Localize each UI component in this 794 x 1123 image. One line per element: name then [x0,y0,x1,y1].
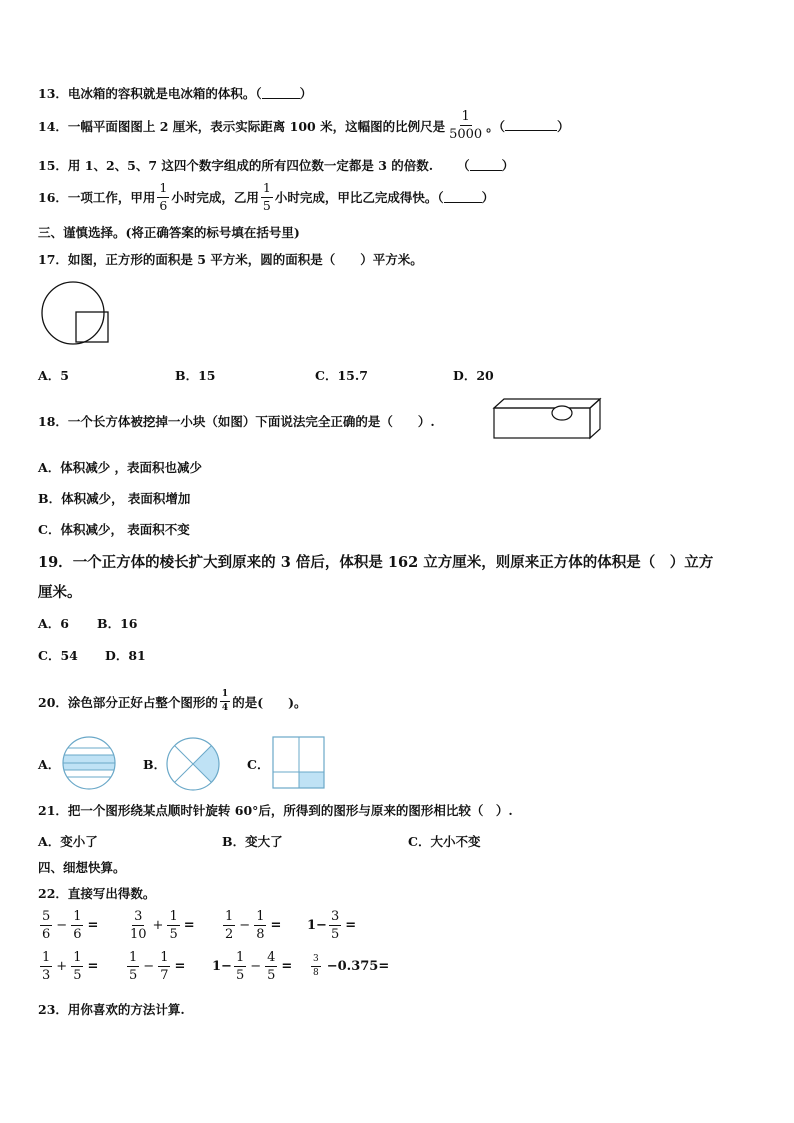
fraction: $\frac{1}{5}$ [262,180,271,213]
question-20 [38,690,307,713]
question-14 [38,110,569,141]
paren-close: ） [481,190,495,205]
option-a[interactable]: A．体积减少 ，表面积也减少 [38,460,203,475]
option-c[interactable]: C．体积减少， 表面积不变 [38,522,190,537]
question-18 [38,412,435,430]
question-text: 一幅平面图图上 2 厘米，表示实际距离 100 米，这幅图的比例尺是 [67,118,446,134]
question-number: 23． [38,1002,68,1017]
circle-sectors-figure[interactable] [164,735,222,793]
square-parts-figure[interactable] [272,736,326,790]
answer-blank[interactable] [444,192,482,203]
option-d[interactable]: D．20 [453,368,494,383]
question-number: 14． [38,118,68,134]
paren-open: （ [457,158,470,173]
question-text: 用你喜欢的方法计算. [67,1002,185,1017]
section-heading: 三、谨慎选择。(将正确答案的标号填在括号里) [38,225,300,240]
question-text: 涂色部分正好占整个图形的 [67,694,218,710]
cuboid-figure [492,398,602,440]
expression-3: $\frac{1}{2}$ − $\frac{1}{8}$ = [225,909,282,942]
question-number: 16． [38,190,68,205]
paren-close: ） [299,86,313,101]
expression-2: $\frac{3}{10}$ + $\frac{1}{5}$ = [130,909,195,942]
question-number: 19． [38,554,73,571]
option-b[interactable]: B．变大了 [222,834,283,849]
option-d[interactable]: D．81 [105,648,146,663]
paren-close: ） [556,118,570,134]
answer-blank[interactable] [505,120,557,131]
option-a[interactable]: A．6 [38,616,69,631]
question-text: 如图，正方形的面积是 5 平方米，圆的面积是（ ）平方米。 [67,252,423,267]
question-text: 电冰箱的容积就是电冰箱的体积。（ [67,86,262,101]
option-a[interactable]: A．变小了 [38,834,98,849]
option-a[interactable]: A． [38,757,61,772]
expression-1: $\frac{5}{6}$ − $\frac{1}{6}$ = [42,909,99,942]
question-number: 22． [38,886,68,901]
option-c[interactable]: C．15.7 [315,368,368,383]
option-c[interactable]: C．54 [38,648,78,663]
question-17 [38,250,423,268]
circle-band-figure[interactable] [62,736,118,792]
question-number: 13． [38,86,68,101]
option-b[interactable]: B． [143,757,167,772]
question-text: 直接写出得数。 [67,886,156,901]
question-text: 的是( )。 [232,694,307,710]
option-b[interactable]: B．体积减少， 表面积增加 [38,491,191,506]
question-16 [38,182,494,212]
question-text: 一个长方体被挖掉一小块（如图）下面说法完全正确的是（ ）. [67,414,435,429]
expression-8: $\frac{3}{8}$ −0.375= [313,954,390,978]
fraction: $\frac{1}{4}$ [221,689,229,713]
option-c[interactable]: C． [247,757,270,772]
answer-blank[interactable] [470,160,502,171]
answer-blank[interactable] [262,88,300,99]
option-b[interactable]: B．16 [97,616,138,631]
question-number: 15． [38,158,68,173]
paren-close: ） [501,158,515,173]
section-heading: 四、细想快算。 [38,860,126,875]
expression-6: $\frac{1}{5}$ − $\frac{1}{7}$ = [129,950,186,983]
expression-4: 1− $\frac{3}{5}$ = [307,909,357,942]
question-number: 21． [38,803,68,818]
expression-5: $\frac{1}{3}$ + $\frac{1}{5}$ = [42,950,99,983]
question-text: 一项工作，甲用 [67,190,156,205]
option-b[interactable]: B．15 [175,368,216,383]
expression-7: 1− $\frac{1}{5}$ − $\frac{4}{5}$ = [212,950,293,983]
question-text: 一个正方体的棱长扩大到原来的 3 倍后，体积是 162 立方厘米，则原来正方体的体积是（ ）立方 [72,554,714,571]
question-19 [38,551,713,572]
question-text: 用 1、2、5、7 这四个数字组成的所有四位数一定都是 3 的倍数. [67,158,434,173]
question-number: 20． [38,694,68,710]
fraction: $\frac{1}{6}$ [159,180,168,213]
question-22 [38,884,155,902]
option-c[interactable]: C．大小不变 [408,834,481,849]
question-number: 17． [38,252,68,267]
question-text-after: 。（ [486,118,505,134]
question-19-continued: 厘米。 [38,584,82,601]
question-text: 把一个图形绕某点顺时针旋转 60°后，所得到的图形与原来的图形相比较（ ）. [67,803,513,818]
circle-square-figure [40,284,112,346]
question-23 [38,1000,185,1018]
question-15 [38,156,514,174]
question-21 [38,801,513,819]
question-text: 小时完成，甲比乙完成得快。（ [274,190,444,205]
option-a[interactable]: A．5 [38,368,69,383]
question-text: 小时完成，乙用 [171,190,259,205]
question-number: 18． [38,414,68,429]
fraction: $\frac{1}{5000}$ [449,109,483,142]
question-13 [38,84,312,102]
